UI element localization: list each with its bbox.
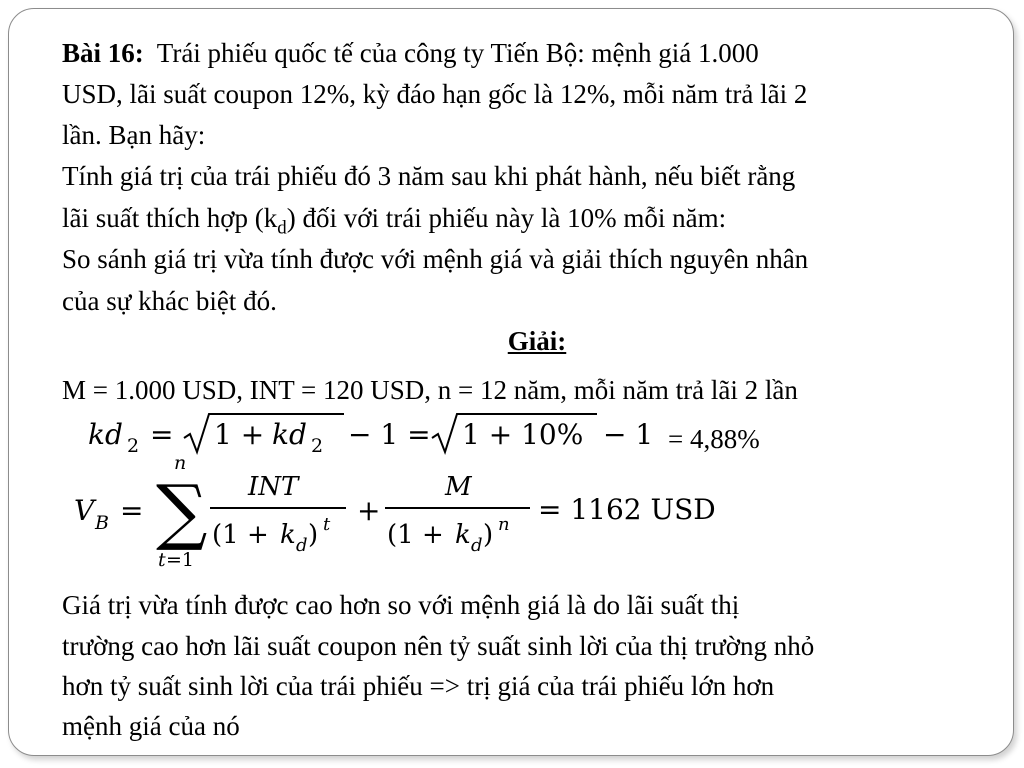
svg-text:2: 2 xyxy=(311,435,324,457)
svg-text:B: B xyxy=(95,512,109,534)
svg-text:kd: kd xyxy=(272,418,307,451)
svg-text:INT: INT xyxy=(248,472,299,502)
svg-text:∑: ∑ xyxy=(156,469,208,553)
svg-text:t: t xyxy=(323,514,331,535)
svg-text:− 1 =: − 1 = xyxy=(348,418,431,451)
problem-line-4: Tính giá trị của trái phiếu đó 3 năm sau khi phát hành, nếu biết rằng xyxy=(62,161,796,191)
svg-text:): ) xyxy=(483,520,494,550)
problem-line-5b: ) đối với trái phiếu này là 10% mỗi năm: xyxy=(286,203,727,233)
problem-line-1 xyxy=(62,33,759,73)
given-values: M = 1.000 USD, INT = 120 USD, n = 12 năm, mỗi năm trả lãi 2 lần xyxy=(62,375,798,405)
svg-text:1 + 10%: 1 + 10% xyxy=(462,418,584,451)
svg-text:1 +: 1 + xyxy=(214,418,265,451)
problem-line-6: So sánh giá trị vừa tính được với mệnh giá và giải thích nguyên nhân xyxy=(62,244,809,274)
svg-text:V: V xyxy=(74,494,95,527)
svg-text:+: + xyxy=(357,494,381,527)
svg-text:=: = xyxy=(150,418,174,451)
svg-text:k: k xyxy=(280,520,296,550)
svg-text:d: d xyxy=(296,535,308,556)
problem-label: Bài 16: xyxy=(62,38,144,68)
vb-result: = 1162 USD xyxy=(538,493,716,526)
problem-line-1-text: Trái phiếu quốc tế của công ty Tiến Bộ: mệnh giá 1.000 xyxy=(156,38,759,68)
svg-text:=1: =1 xyxy=(166,549,195,571)
problem-line-5a: lãi suất thích hợp (k xyxy=(62,203,278,233)
svg-text:t: t xyxy=(158,549,166,571)
problem-line-3: lần. Bạn hãy: xyxy=(62,120,206,150)
kd2-result: = 4,88% xyxy=(668,424,760,454)
conclusion-line-1: Giá trị vừa tính được cao hơn so với mệnh giá là do lãi suất thị xyxy=(62,590,740,620)
svg-text:n: n xyxy=(174,452,187,474)
svg-text:(1 +: (1 + xyxy=(387,520,444,550)
conclusion-line-2: trường cao hơn lãi suất coupon nên tỷ suất sinh lời của thị trường nhỏ xyxy=(62,631,815,661)
svg-text:d: d xyxy=(471,535,483,556)
svg-text:=: = xyxy=(120,494,144,527)
problem-line-2: USD, lãi suất coupon 12%, kỳ đáo hạn gốc là 12%, mỗi năm trả lãi 2 xyxy=(62,79,808,109)
kd-subscript: d xyxy=(277,217,287,239)
svg-text:kd: kd xyxy=(88,418,123,451)
svg-text:M: M xyxy=(445,472,472,502)
problem-line-7: của sự khác biệt đó. xyxy=(62,286,277,316)
svg-text:− 1: − 1 xyxy=(603,418,654,451)
svg-text:n: n xyxy=(498,514,510,535)
conclusion-line-4: mệnh giá của nó xyxy=(62,711,240,741)
svg-text:): ) xyxy=(308,520,319,550)
conclusion-line-3: hơn tỷ suất sinh lời của trái phiếu => trị giá của trái phiếu lớn hơn xyxy=(62,671,775,701)
solution-heading: Giải: xyxy=(507,326,567,356)
svg-text:(1 +: (1 + xyxy=(212,520,269,550)
svg-text:2: 2 xyxy=(127,435,140,457)
svg-text:k: k xyxy=(455,520,471,550)
